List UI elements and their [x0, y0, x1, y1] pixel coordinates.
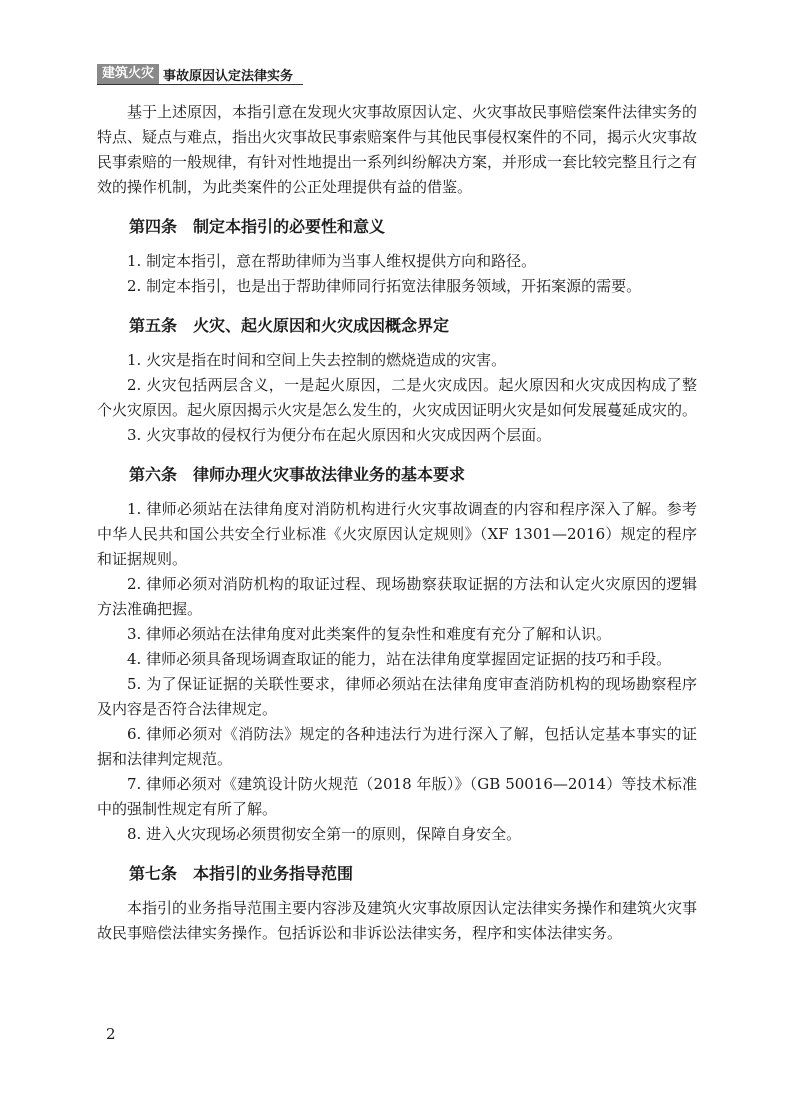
header-title: 事故原因认定法律实务 — [163, 68, 294, 84]
header-badge: 建筑火灾 — [97, 64, 159, 84]
running-header — [97, 64, 293, 84]
intro-paragraph: 基于上述原因，本指引意在发现火灾事故原因认定、火灾事故民事赔偿案件法律实务的特点、疑点与难点，指出火灾事故民事索赔案件与其他民事侵权案件的不同，揭示火灾事故民事索赔的一般规律，有针对性地提出一系列纠纷解决方案，并形成一套比较完整且行之有效的操作机制，为此类案件的公正处理提供有益的借鉴。 — [97, 103, 698, 196]
page-number: 2 — [106, 1025, 116, 1043]
list-item: 7. 律师必须对《建筑设计防火规范（2018 年版）》（GB 50016—2014）等技术标准中的强制性规定有所了解。 — [97, 775, 697, 818]
list-item: 2. 律师必须对消防机构的取证过程、现场勘察获取证据的方法和认定火灾原因的逻辑方法准确把握。 — [97, 575, 697, 618]
list-item: 5. 为了保证证据的关联性要求，律师必须站在法律角度审查消防机构的现场勘察程序及内容是否符合法律规定。 — [97, 675, 697, 718]
list-item: 8. 进入火灾现场必须贯彻安全第一的原则，保障自身安全。 — [127, 825, 522, 843]
list-item: 3. 律师必须站在法律角度对此类案件的复杂性和难度有充分了解和认识。 — [127, 625, 612, 643]
list-item: 4. 律师必须具备现场调查取证的能力，站在法律角度掌握固定证据的技巧和手段。 — [127, 650, 672, 668]
section-5 — [97, 313, 697, 448]
section-4 — [97, 214, 697, 299]
section-6 — [97, 462, 697, 847]
section-heading: 第五条 火灾、起火原因和火灾成因概念界定 — [129, 316, 450, 335]
section-heading: 第六条 律师办理火灾事故法律业务的基本要求 — [129, 465, 466, 484]
section-paragraph: 本指引的业务指导范围主要内容涉及建筑火灾事故原因认定法律实务操作和建筑火灾事故民事赔偿法律实务操作。包括诉讼和非诉讼法律实务，程序和实体法律实务。 — [97, 899, 698, 942]
list-item: 2. 火灾包括两层含义，一是起火原因，二是火灾成因。起火原因和火灾成因构成了整个火灾原因。起火原因揭示火灾是怎么发生的，火灾成因证明火灾是如何发展蔓延成灾的。 — [97, 376, 698, 419]
list-item: 2. 制定本指引，也是出于帮助律师同行拓宽法律服务领域，开拓案源的需要。 — [127, 277, 642, 295]
list-item: 1. 律师必须站在法律角度对消防机构进行火灾事故调查的内容和程序深入了解。参考中华人民共和国公共安全行业标准《火灾原因认定规则》（XF 1301—2016）规定的程序和证据规则。 — [97, 500, 697, 568]
section-7 — [97, 861, 697, 946]
list-item: 6. 律师必须对《消防法》规定的各种违法行为进行深入了解，包括认定基本事实的证据和法律判定规范。 — [97, 725, 697, 768]
header-rule — [97, 84, 303, 85]
section-heading: 第七条 本指引的业务指导范围 — [129, 864, 354, 883]
list-item: 1. 火灾是指在时间和空间上失去控制的燃烧造成的灾害。 — [127, 351, 507, 369]
page-body — [97, 100, 697, 946]
list-item: 1. 制定本指引，意在帮助律师为当事人维权提供方向和路径。 — [127, 252, 537, 270]
section-heading: 第四条 制定本指引的必要性和意义 — [129, 217, 386, 236]
list-item: 3. 火灾事故的侵权行为便分布在起火原因和火灾成因两个层面。 — [127, 426, 552, 444]
